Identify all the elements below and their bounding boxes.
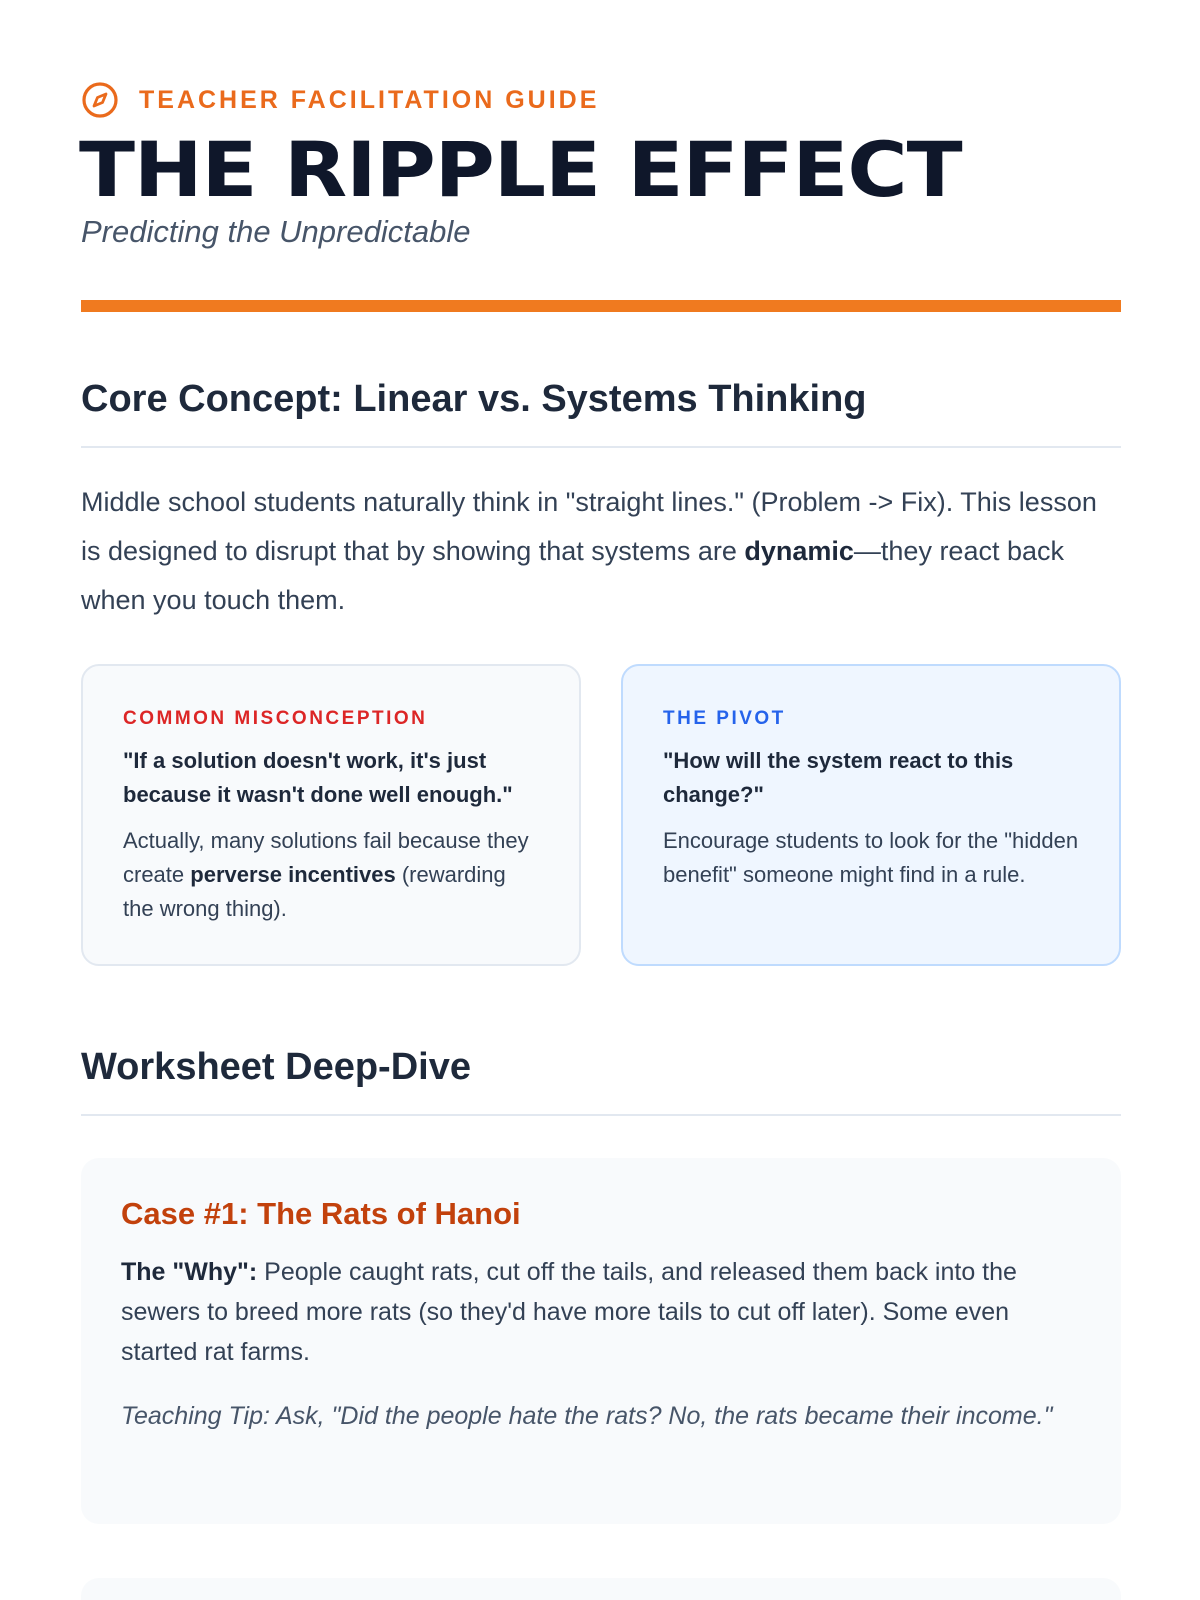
eyebrow [81, 81, 599, 119]
pivot-callout [621, 664, 1121, 966]
callout-body: Encourage students to look for the "hidden benefit" someone might find in a rule. [663, 828, 1079, 887]
callout-body-emphasis: perverse incentives [190, 862, 396, 887]
case-explanation [121, 1252, 1081, 1372]
teaching-tip: Teaching Tip: Ask, "Did the people hate the rats? No, the rats became their income." [121, 1402, 1053, 1430]
callout-label: COMMON MISCONCEPTION [123, 708, 428, 729]
intro-text: Middle school students naturally think in "straight lines." (Problem -> Fix). This lesson is designed to disrupt that by showing that systems are [81, 487, 1097, 566]
callout-quote: "How will the system react to this change?" [663, 748, 1014, 807]
callout-label: THE PIVOT [663, 708, 786, 729]
page-title: THE RIPPLE EFFECT [79, 125, 962, 214]
eyebrow-label: TEACHER FACILITATION GUIDE [139, 85, 600, 114]
case-title: Case #1: The Rats of Hanoi [121, 1196, 521, 1231]
callout-body-text: Actually, many solutions fail because they create [123, 828, 529, 887]
case-card-next [81, 1578, 1121, 1600]
section-divider [81, 446, 1121, 448]
misconception-callout [81, 664, 581, 966]
compass-icon [81, 81, 119, 119]
worksheet-heading: Worksheet Deep-Dive [81, 1046, 471, 1088]
case-card [81, 1158, 1121, 1524]
intro-emphasis: dynamic [744, 536, 854, 566]
core-concept-heading: Core Concept: Linear vs. Systems Thinking [81, 378, 867, 420]
accent-divider [81, 300, 1121, 312]
callout-body [123, 824, 539, 926]
callout-body-text-end: (rewarding the wrong thing). [123, 862, 506, 921]
intro-text-end: —they react back when you touch them. [81, 536, 1064, 615]
page-subtitle: Predicting the Unpredictable [81, 214, 471, 249]
callout-quote: "If a solution doesn't work, it's just because it wasn't done well enough." [123, 748, 513, 807]
intro-paragraph [81, 478, 1121, 625]
case-why-text: People caught rats, cut off the tails, and released them back into the sewers to breed more rats (so they'd have more tails to cut off later). Some even started rat farms. [121, 1258, 1017, 1366]
case-why-label: The "Why": [121, 1258, 258, 1286]
section-divider [81, 1114, 1121, 1116]
